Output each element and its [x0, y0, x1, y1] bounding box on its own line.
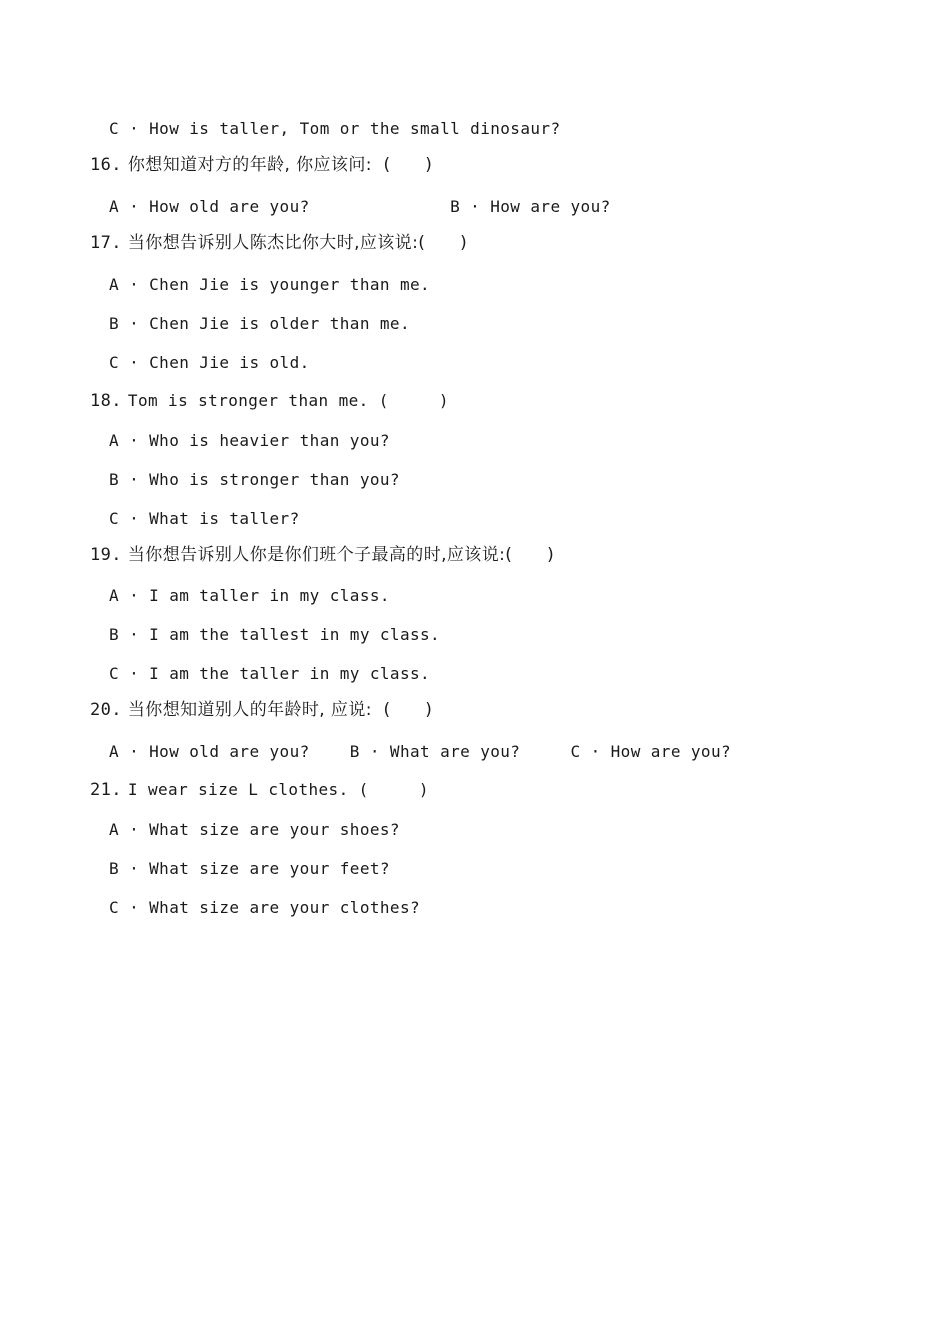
question-text: 当你想告诉别人你是你们班个子最高的时,应该说:( ): [127, 545, 555, 565]
option-line: B · Chen Jie is older than me.: [109, 314, 410, 333]
question-text: 当你想知道别人的年龄时, 应说: ( ): [127, 700, 433, 720]
option-line: C · I am the taller in my class.: [109, 664, 431, 683]
question-text: Tom is stronger than me. ( ): [127, 391, 449, 410]
question-number: 17.: [90, 233, 122, 253]
option-line: A · What size are your shoes?: [109, 820, 400, 839]
question-number: 16.: [90, 155, 122, 175]
question-20: [90, 700, 432, 720]
option-line: A · How old are you? B · What are you? C · How are you?: [109, 742, 732, 761]
question-text: 你想知道对方的年龄, 你应该问: ( ): [127, 155, 433, 175]
option-line: C · How is taller, Tom or the small dinosaur?: [109, 119, 561, 138]
option-line: C · What size are your clothes?: [109, 898, 421, 917]
option-line: B · What size are your feet?: [109, 859, 390, 878]
option-line: A · Who is heavier than you?: [109, 431, 390, 450]
option-line: C · What is taller?: [109, 509, 300, 528]
option-line: C · Chen Jie is old.: [109, 353, 310, 372]
option-line: A · How old are you? B · How are you?: [109, 197, 611, 216]
question-21: [90, 780, 429, 800]
question-16: [90, 155, 432, 175]
question-number: 19.: [90, 545, 122, 565]
option-line: B · Who is stronger than you?: [109, 470, 400, 489]
question-text: 当你想告诉别人陈杰比你大时,应该说:( ): [127, 233, 468, 253]
question-text: I wear size L clothes. ( ): [127, 780, 429, 799]
option-line: A · I am taller in my class.: [109, 586, 390, 605]
question-number: 20.: [90, 700, 122, 720]
question-number: 21.: [90, 780, 122, 800]
question-18: [90, 391, 449, 411]
option-line: A · Chen Jie is younger than me.: [109, 275, 431, 294]
option-line: B · I am the tallest in my class.: [109, 625, 441, 644]
question-number: 18.: [90, 391, 122, 411]
question-19: [90, 545, 554, 565]
question-17: [90, 233, 467, 253]
